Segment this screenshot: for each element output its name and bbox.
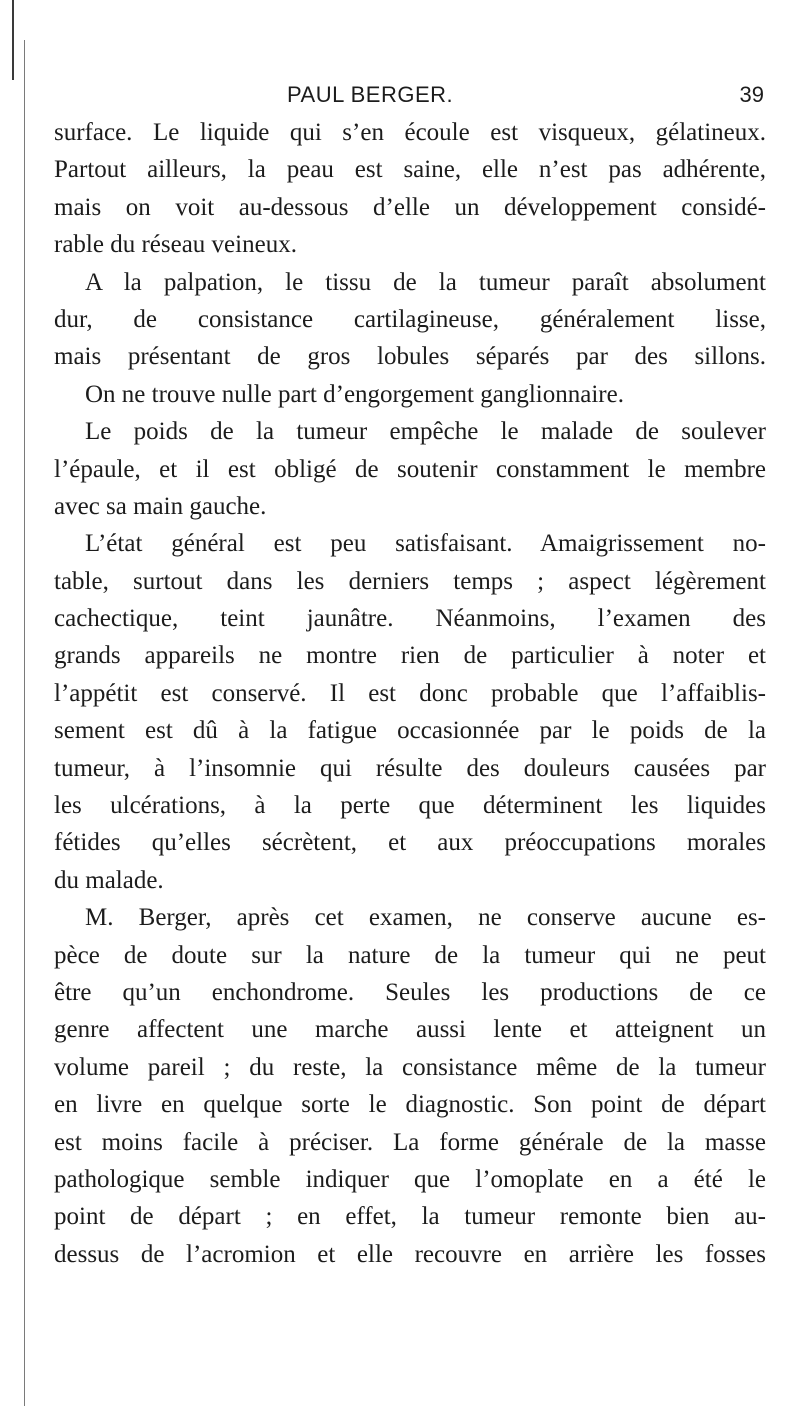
text-line: est moins facile à préciser. La forme générale de la masse	[54, 1128, 766, 1156]
text-line: table, surtout dans les derniers temps ; aspect légèrement	[54, 567, 766, 595]
page-header	[0, 82, 800, 114]
text-line: sement est dû à la fatigue occasionnée par le poids de la	[54, 717, 766, 745]
binding-edge-line	[12, 0, 14, 80]
text-line: grands appareils ne montre rien de particulier à noter et	[54, 642, 766, 670]
text-line: pathologique semble indiquer que l’omoplate en a été le	[54, 1165, 766, 1193]
text-line: rable du réseau veineux.	[54, 231, 297, 259]
body-text	[54, 114, 766, 1273]
text-line: avec sa main gauche.	[54, 492, 267, 520]
text-line: Partout ailleurs, la peau est saine, elle n’est pas adhérente,	[54, 156, 766, 184]
text-line: point de départ ; en effet, la tumeur remonte bien au-	[54, 1203, 766, 1231]
text-line: L’état général est peu satisfaisant. Amaigrissement no-	[85, 530, 766, 558]
text-line: l’épaule, et il est obligé de soutenir constamment le membre	[54, 455, 766, 483]
text-line: volume pareil ; du reste, la consistance même de la tumeur	[54, 1053, 766, 1081]
text-line: dur, de consistance cartilagineuse, généralement lisse,	[54, 305, 766, 333]
text-line: cachectique, teint jaunâtre. Néanmoins, l’examen des	[54, 605, 766, 633]
text-line: On ne trouve nulle part d’engorgement ganglionnaire.	[85, 380, 624, 408]
text-line: être qu’un enchondrome. Seules les productions de ce	[54, 978, 766, 1006]
running-head: PAUL BERGER.	[287, 82, 454, 107]
text-line: mais on voit au-dessous d’elle un développement considé-	[54, 193, 766, 221]
text-line: M. Berger, après cet examen, ne conserve aucune es-	[85, 904, 766, 932]
text-line: en livre en quelque sorte le diagnostic. Son point de départ	[54, 1091, 766, 1119]
text-line: A la palpation, le tissu de la tumeur paraît absolument	[85, 268, 766, 296]
text-line: genre affectent une marche aussi lente et atteignent un	[54, 1016, 766, 1044]
text-line: mais présentant de gros lobules séparés par des sillons.	[54, 343, 766, 371]
text-line: Le poids de la tumeur empêche le malade de soulever	[85, 418, 766, 446]
binding-margin-line	[24, 40, 25, 1406]
text-line: tumeur, à l’insomnie qui résulte des douleurs causées par	[54, 754, 766, 782]
text-line: l’appétit est conservé. Il est donc probable que l’affaiblis-	[54, 679, 766, 707]
text-line: du malade.	[54, 866, 164, 894]
text-line: fétides qu’elles sécrètent, et aux préoccupations morales	[54, 829, 766, 857]
text-line: les ulcérations, à la perte que déterminent les liquides	[54, 792, 766, 820]
page-number: 39	[739, 82, 764, 107]
text-line: dessus de l’acromion et elle recouvre en arrière les fosses	[54, 1240, 766, 1268]
text-line: pèce de doute sur la nature de la tumeur qui ne peut	[54, 941, 766, 969]
text-line: surface. Le liquide qui s’en écoule est visqueux, gélatineux.	[54, 119, 766, 146]
